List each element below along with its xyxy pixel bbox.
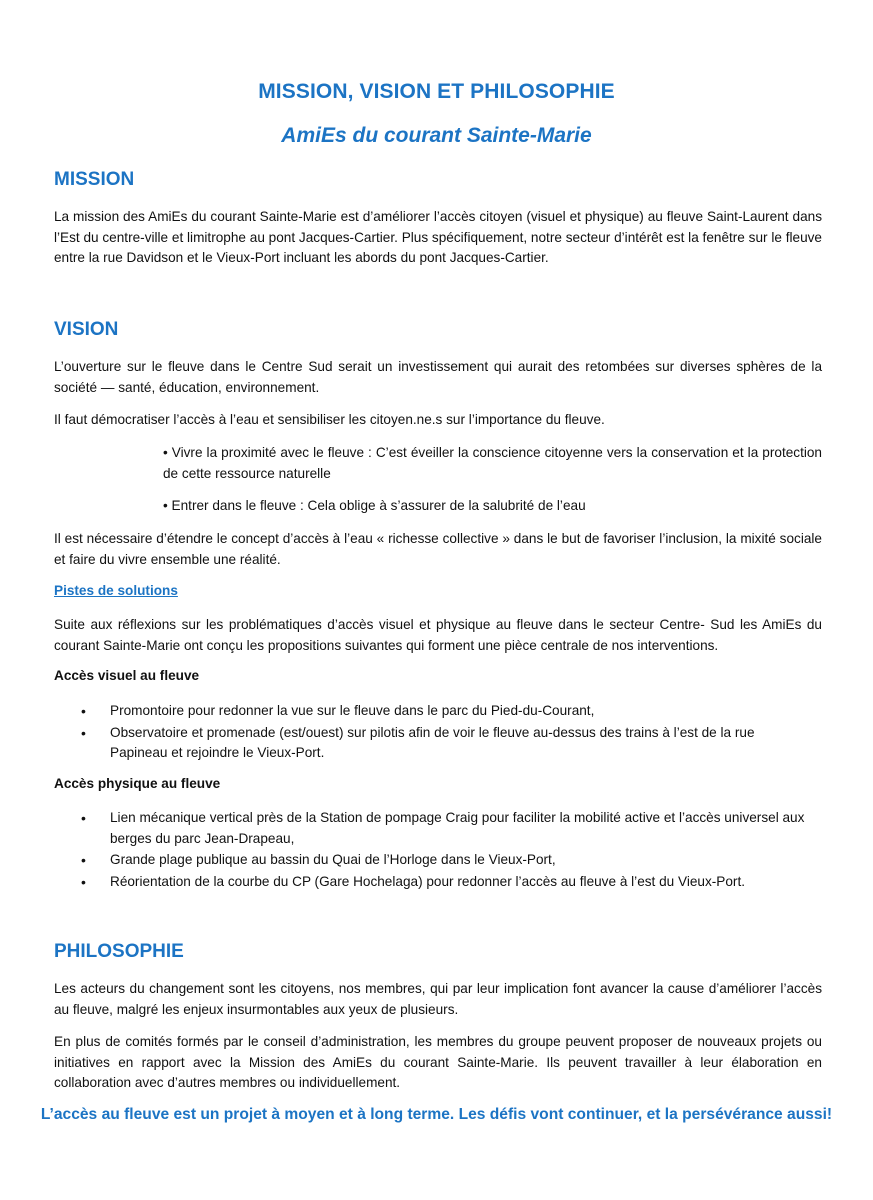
list-item (54, 872, 814, 893)
bullet: • (81, 873, 86, 890)
list-item-text: Réorientation de la courbe du CP (Gare Hochelaga) pour redonner l’accès au fleuve à l’est du Vieux-Port. (110, 873, 745, 889)
visual-access-list (54, 701, 814, 765)
list-item (54, 808, 814, 849)
philosophie-heading: PHILOSOPHIE (54, 941, 184, 962)
physical-access-list (54, 808, 814, 893)
philosophie-paragraph-1: Les acteurs du changement sont les citoyens, nos membres, qui par leur implication font avancer la cause d’améliorer l’accès au fleuve, malgré les enjeux insurmontables aux yeux de plusieurs. (54, 981, 822, 1017)
list-item (54, 723, 814, 764)
page-title: MISSION, VISION ET PHILOSOPHIE (258, 80, 615, 103)
bullet: • (81, 703, 86, 719)
mission-paragraph: La mission des AmiEs du courant Sainte-Marie est d’améliorer l’accès citoyen (visuel et physique) au fleuve Saint-Laurent dans l’Est du centre-ville et limitrophe au pont Jacques-Cartier. Plus spécifiquement, notre secteur d’intérêt est la fenêtre sur le fleuve entre la rue Davidson et le Vieux-Port incluant les abords du pont Jacques-Cartier. (54, 209, 822, 265)
physical-access-heading: Accès physique au fleuve (54, 776, 221, 791)
bullet: • (81, 810, 86, 826)
list-item-text: Observatoire et promenade (est/ouest) sur pilotis afin de voir le fleuve au-dessus des trains à l’est de la rue Papineau et rejoindre le Vieux-Port. (110, 724, 755, 760)
pistes-de-solutions-link[interactable]: Pistes de solutions (54, 583, 178, 598)
vision-paragraph-4: Suite aux réflexions sur les problématiques d’accès visuel et physique au fleuve dans le secteur Centre- Sud les AmiEs du courant Sainte-Marie ont conçu les propositions suivantes qui forment une pièce centrale de nos interventions. (54, 617, 822, 653)
list-item-text: Lien mécanique vertical près de la Station de pompage Craig pour faciliter la mobilité active et l’accès universel aux berges du parc Jean-Drapeau, (110, 810, 805, 846)
vision-paragraph-3: Il est nécessaire d’étendre le concept d’accès à l’eau « richesse collective » dans le but de favoriser l’inclusion, la mixité sociale et faire du vivre ensemble une réalité. (54, 531, 822, 567)
vision-paragraph-1: L’ouverture sur le fleuve dans le Centre Sud serait un investissement qui aurait des retombées sur diverses sphères de la société — santé, éducation, environnement. (54, 359, 822, 395)
closing-statement: L’accès au fleuve est un projet à moyen et à long terme. Les défis vont continuer, et la persévérance aussi! (40, 1106, 833, 1123)
bullet: • (81, 852, 86, 868)
list-item-text: Promontoire pour redonner la vue sur le fleuve dans le parc du Pied-du-Courant, (110, 703, 595, 718)
list-item (54, 850, 814, 871)
mission-heading: MISSION (54, 169, 135, 190)
list-item-text: Grande plage publique au bassin du Quai de l’Horloge dans le Vieux-Port, (110, 852, 556, 867)
vision-paragraph-2: Il faut démocratiser l’accès à l’eau et sensibiliser les citoyen.ne.s sur l’importance du fleuve. (54, 412, 605, 427)
visual-access-heading: Accès visuel au fleuve (54, 668, 200, 683)
page-subtitle: AmiEs du courant Sainte-Marie (281, 124, 592, 147)
bullet: • (81, 724, 86, 741)
vision-point-entrer: • Entrer dans le fleuve : Cela oblige à s’assurer de la salubrité de l’eau (163, 498, 586, 513)
list-item (54, 701, 814, 722)
philosophie-paragraph-2: En plus de comités formés par le conseil d’administration, les membres du groupe peuvent proposer de nouveaux projets ou initiatives en rapport avec la Mission des AmiEs du courant Sainte-Marie. Ils peuvent travailler à leur élaboration en collaboration avec d’autres membres ou individuellement. (54, 1034, 822, 1090)
vision-point-proximite: • Vivre la proximité avec le fleuve : C’est éveiller la conscience citoyenne vers la conservation et la protection de cette ressource naturelle (163, 445, 822, 481)
vision-heading: VISION (54, 319, 119, 340)
